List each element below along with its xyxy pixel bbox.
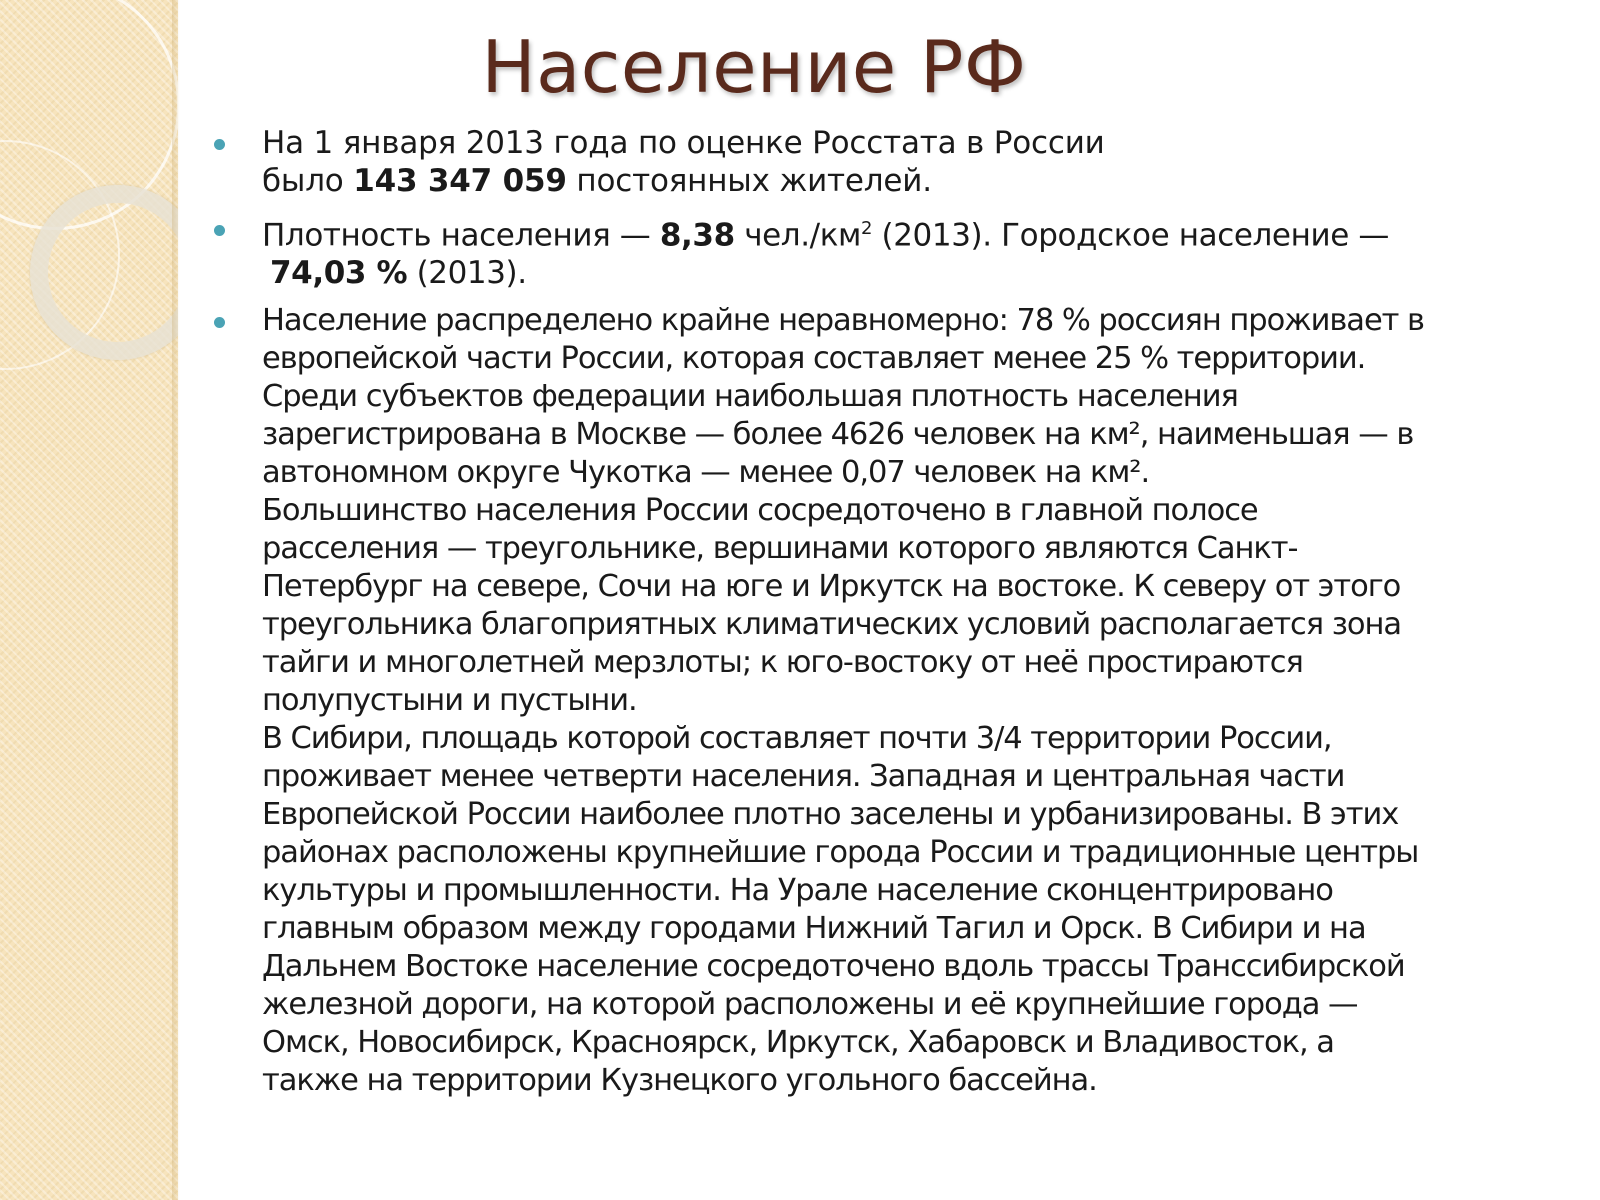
bullet-line: Европейской России наиболее плотно заселены и урбанизированы. В этих [262, 797, 1399, 833]
bullet-line [262, 210, 1585, 254]
bullet-line: расселения — треугольнике, вершинами которого являются Санкт- [262, 531, 1298, 567]
bullet-line: железной дороги, на которой расположены и её крупнейшие города — [262, 987, 1358, 1023]
text-run: (2013). [407, 255, 527, 292]
urban-value: 74,03 % [270, 255, 408, 292]
bullet-line: полупустыни и пустыни. [262, 683, 637, 719]
bullet-line: Петербург на севере, Сочи на юге и Иркутск на востоке. К северу от этого [262, 569, 1401, 605]
population-value: 143 347 059 [353, 163, 567, 199]
bullet-item [210, 210, 1585, 292]
text-run: постоянных жителей. [566, 163, 932, 199]
bullet-line: главным образом между городами Нижний Тагил и Орск. В Сибири и на [262, 911, 1366, 947]
bullet-line: Большинство населения России сосредоточено в главной полосе [262, 493, 1258, 529]
slide-title: Население РФ [481, 25, 1027, 109]
bullet-dot-icon [214, 139, 225, 150]
bullet-line: культуры и промышленности. На Урале население сконцентрировано [262, 873, 1333, 909]
bullet-line: проживает менее четверти населения. Западная и центральная части [262, 759, 1345, 795]
bullet-line: В Сибири, площадь которой составляет почти 3/4 территории России, [262, 721, 1332, 757]
bullet-line: На 1 января 2013 года по оценке Росстата в России [262, 125, 1105, 161]
bullet-line: зарегистрирована в Москве — более 4626 человек на км², наименьшая — в [262, 417, 1414, 453]
bullet-line: европейской части России, которая составляет менее 25 % территории. [262, 341, 1366, 377]
decorative-sidebar [0, 0, 178, 1200]
density-value: 8,38 [659, 217, 735, 254]
bullet-line: Население распределено крайне неравномерно: 78 % россиян проживает в [262, 303, 1424, 339]
sidebar-edge [172, 0, 180, 1200]
text-run: (2013). Городское население — [872, 217, 1389, 254]
bullet-line: тайги и многолетней мерзлоты; к юго-востоку от неё простираются [262, 645, 1303, 681]
bullet-line [262, 254, 1585, 292]
bullet-item [210, 124, 1585, 200]
text-run: чел./км [734, 217, 862, 254]
bullet-line: автономном округе Чукотка — менее 0,07 человек на км². [262, 455, 1150, 491]
bullet-line: Среди субъектов федерации наибольшая плотность населения [262, 379, 1238, 415]
bullet-line: Омск, Новосибирск, Красноярск, Иркутск, Хабаровск и Владивосток, а [262, 1025, 1334, 1061]
bullet-dot-icon [214, 225, 225, 236]
bullet-dot-icon [214, 317, 225, 328]
bullet-line: Дальнем Востоке население сосредоточено вдоль трассы Транссибирской [262, 949, 1405, 985]
text-run: Плотность населения — [262, 217, 660, 254]
bullet-line [262, 162, 1585, 200]
bullet-line: также на территории Кузнецкого угольного бассейна. [262, 1063, 1097, 1099]
bullet-item [210, 302, 1585, 1100]
bullet-line: районах расположены крупнейшие города России и традиционные центры [262, 835, 1419, 871]
bullet-line: треугольника благоприятных климатических условий располагается зона [262, 607, 1402, 643]
bullet-list [210, 124, 1585, 1110]
superscript: 2 [861, 218, 873, 239]
text-run: было [262, 163, 354, 199]
